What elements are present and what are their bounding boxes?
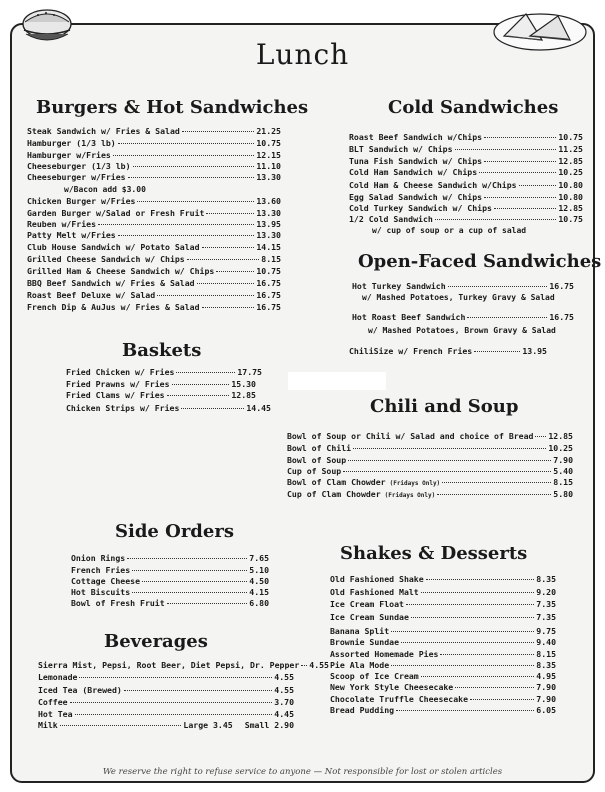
menu-item: Chicken Strips w/ Fries 14.45	[66, 403, 271, 413]
menu-item: Cup of Clam Chowder (Fridays Only) 5.80	[287, 489, 573, 499]
menu-item: Iced Tea (Brewed) 4.55	[38, 685, 294, 695]
menu-item: Hot Biscuits 4.15	[71, 587, 269, 597]
menu-item: Hot Roast Beef Sandwich 16.75	[352, 312, 574, 322]
menu-item: BLT Sandwich w/ Chips 11.25	[349, 144, 583, 154]
heading-open-faced: Open-Faced Sandwiches	[358, 251, 602, 272]
menu-item: ChiliSize w/ French Fries 13.95	[349, 346, 547, 356]
menu-item: Tuna Fish Sandwich w/ Chips 12.85	[349, 156, 583, 166]
menu-item: Scoop of Ice Cream 4.95	[330, 671, 556, 681]
menu-item: Grilled Cheese Sandwich w/ Chips 8.15	[27, 254, 281, 264]
heading-shakes: Shakes & Desserts	[340, 543, 528, 564]
heading-sides: Side Orders	[115, 521, 234, 542]
menu-item: Assorted Homemade Pies 8.15	[330, 649, 556, 659]
cold-note: w/ cup of soup or a cup of salad	[372, 226, 527, 235]
menu-item: Banana Split 9.75	[330, 626, 556, 636]
menu-item: Bread Pudding 6.05	[330, 705, 556, 715]
heading-baskets: Baskets	[122, 340, 202, 361]
menu-item: Fried Clams w/ Fries 12.85	[66, 390, 256, 400]
menu-item: Cold Ham & Cheese Sandwich w/Chips 10.80	[349, 180, 583, 190]
menu-item: Old Fashioned Shake 8.35	[330, 574, 556, 584]
menu-item-milk: Milk Large 3.45 Small 2.90	[38, 720, 294, 730]
menu-item: French Dip & AuJus w/ Fries & Salad 16.75	[27, 302, 281, 312]
menu-item: Patty Melt w/Fries 13.30	[27, 230, 281, 240]
menu-item: Old Fashioned Malt 9.20	[330, 587, 556, 597]
blank-patch	[288, 372, 386, 390]
menu-item: Grilled Ham & Cheese Sandwich w/ Chips 10.75	[27, 266, 281, 276]
menu-item: Chocolate Truffle Cheesecake 7.90	[330, 694, 556, 704]
menu-item: Club House Sandwich w/ Potato Salad 14.15	[27, 242, 281, 252]
menu-item: Cheeseburger (1/3 lb) 11.10	[27, 161, 281, 171]
menu-item: Sierra Mist, Pepsi, Root Beer, Diet Pepsi, Dr. Pepper 4.55	[38, 660, 329, 670]
heading-beverages: Beverages	[104, 631, 208, 652]
menu-item: Cold Ham Sandwich w/ Chips 10.25	[349, 167, 583, 177]
menu-item: Steak Sandwich w/ Fries & Salad 21.25	[27, 126, 281, 136]
menu-item: Lemonade 4.55	[38, 672, 294, 682]
menu-item: Fried Chicken w/ Fries 17.75	[66, 367, 262, 377]
heading-cold: Cold Sandwiches	[388, 97, 559, 118]
menu-item: Reuben w/Fries 13.95	[27, 219, 281, 229]
menu-item: Garden Burger w/Salad or Fresh Fruit 13.30	[27, 208, 281, 218]
heading-burgers: Burgers & Hot Sandwiches	[36, 97, 309, 118]
menu-item: Roast Beef Deluxe w/ Salad 16.75	[27, 290, 281, 300]
footer-note: We reserve the right to refuse service to anyone — Not responsible for lost or stolen articles	[102, 767, 503, 777]
menu-item: Roast Beef Sandwich w/Chips 10.75	[349, 132, 583, 142]
menu-item: Ice Cream Sundae 7.35	[330, 612, 556, 622]
menu-item: 1/2 Cold Sandwich 10.75	[349, 214, 583, 224]
menu-item: Bowl of Soup 7.90	[287, 455, 573, 465]
menu-item: Ice Cream Float 7.35	[330, 599, 556, 609]
menu-item: Onion Rings 7.65	[71, 553, 269, 563]
menu-item: Hot Tea 4.45	[38, 709, 294, 719]
menu-item: Bowl of Chili 10.25	[287, 443, 573, 453]
menu-item: Bowl of Clam Chowder (Fridays Only) 8.15	[287, 477, 573, 487]
menu-item: Brownie Sundae 9.40	[330, 637, 556, 647]
menu-item: Pie Ala Mode 8.35	[330, 660, 556, 670]
menu-item: Cold Turkey Sandwich w/ Chips 12.85	[349, 203, 583, 213]
menu-item: Cottage Cheese 4.50	[71, 576, 269, 586]
menu-item: Coffee 3.70	[38, 697, 294, 707]
menu-item: New York Style Cheesecake 7.90	[330, 682, 556, 692]
turkey-note: w/ Mashed Potatoes, Turkey Gravy & Salad	[362, 293, 555, 302]
menu-item: French Fries 5.10	[71, 565, 269, 575]
menu-item: Cheeseburger w/Fries 13.30	[27, 172, 281, 182]
menu-item: Bowl of Soup or Chili w/ Salad and choice of Bread 12.85	[287, 431, 573, 441]
menu-item: Fried Prawns w/ Fries 15.30	[66, 379, 256, 389]
menu-item: Bowl of Fresh Fruit 6.80	[71, 598, 269, 608]
menu-item: BBQ Beef Sandwich w/ Fries & Salad 16.75	[27, 278, 281, 288]
menu-item: Hamburger (1/3 lb) 10.75	[27, 138, 281, 148]
menu-item: Egg Salad Sandwich w/ Chips 10.80	[349, 192, 583, 202]
menu-item: Hamburger w/Fries 12.15	[27, 150, 281, 160]
roast-note: w/ Mashed Potatoes, Brown Gravy & Salad	[368, 326, 556, 335]
menu-item: Chicken Burger w/Fries 13.60	[27, 196, 281, 206]
bacon-note: w/Bacon add $3.00	[64, 185, 146, 194]
menu-item: Hot Turkey Sandwich 16.75	[352, 281, 574, 291]
page-title: Lunch	[255, 38, 350, 71]
heading-chili: Chili and Soup	[370, 396, 519, 417]
menu-item: Cup of Soup 5.40	[287, 466, 573, 476]
